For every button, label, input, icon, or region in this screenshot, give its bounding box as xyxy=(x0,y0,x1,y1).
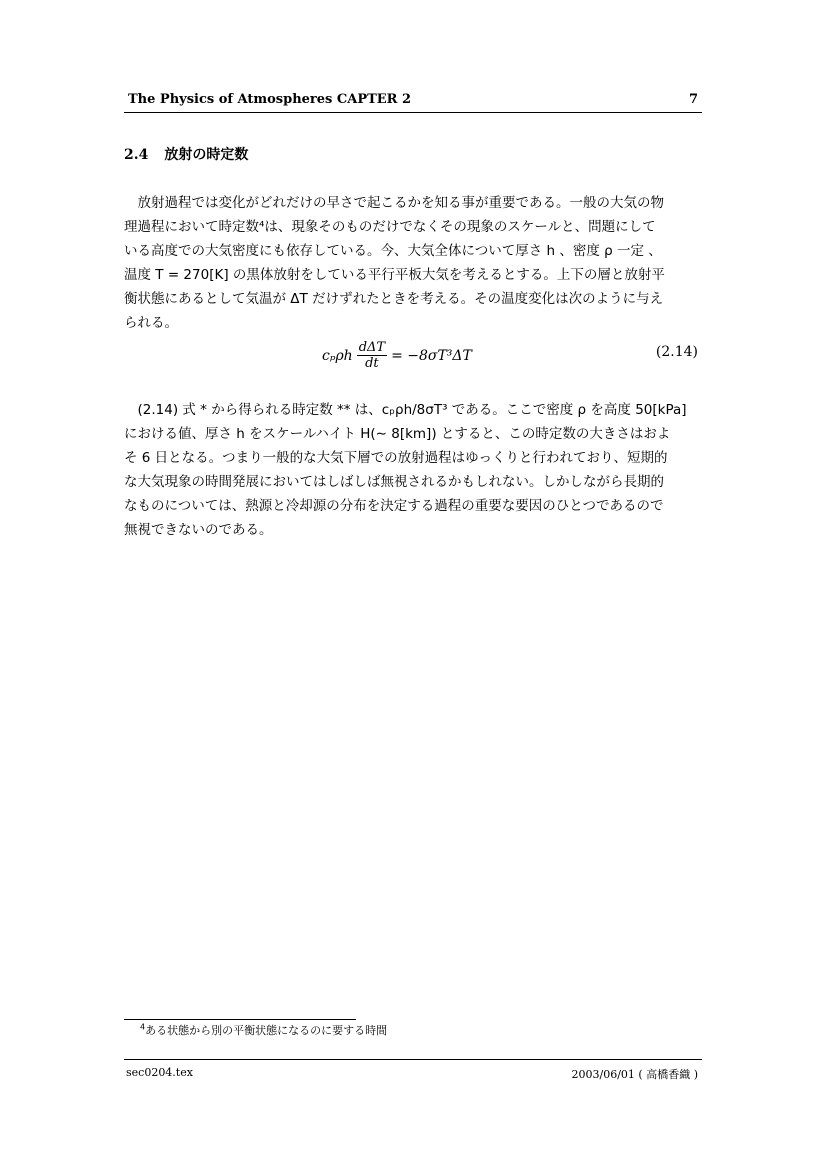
footnote xyxy=(140,1022,387,1038)
footer-filename: sec0204.tex xyxy=(126,1066,193,1079)
paragraph-2 xyxy=(124,398,702,542)
fraction-denominator: dt xyxy=(365,356,379,371)
footnote-marker: 4 xyxy=(140,1022,146,1032)
footnote-rule xyxy=(124,1019,356,1020)
paragraph-line: いる高度での大気密度にも依存している。今、大気全体について厚さ h 、密度 ρ 一定 、 xyxy=(124,243,662,259)
section-heading xyxy=(124,144,248,164)
paragraph-line: (2.14) 式 * から得られる時定数 ** は、cₚρh/8σT³ である。ここで密度 ρ を高度 50[kPa] xyxy=(124,402,687,418)
equation-body xyxy=(322,340,472,371)
paragraph-line: 衡状態にあるとして気温が ΔT だけずれたときを考える。その温度変化は次のように与え xyxy=(124,291,664,307)
section-number: 2.4 xyxy=(124,147,149,163)
paragraph-line: 理過程において時定数⁴は、現象そのものだけでなくその現象のスケールと、問題にして xyxy=(124,219,656,235)
page-header xyxy=(124,90,702,113)
paragraph-line: 無視できないのである。 xyxy=(124,522,273,538)
paragraph-line: な大気現象の時間発展においてはしばしば無視されるかもしれない。しかしながら長期的 xyxy=(124,474,664,490)
paragraph-line: 放射過程では変化がどれだけの早さで起こるかを知る事が重要である。一般の大気の物 xyxy=(124,195,664,211)
paragraph-1 xyxy=(124,191,702,335)
equation-fraction xyxy=(357,340,387,371)
paragraph-line: における値、厚さ h をスケールハイト H(∼ 8[km]) とすると、この時定数の大きさはおよ xyxy=(124,426,671,442)
page-footer xyxy=(124,1059,702,1082)
equation-rhs: = −8σT³ΔT xyxy=(391,347,472,364)
paragraph-line: なものについては、熱源と冷却源の分布を決定する過程の重要な要因のひとつであるので xyxy=(124,498,664,514)
paragraph-line: られる。 xyxy=(124,315,178,331)
paragraph-line: そ 6 日となる。つまり一般的な大気下層での放射過程はゆっくりと行われており、短期的 xyxy=(124,450,668,466)
footnote-text: ある状態から別の平衡状態になるのに要する時間 xyxy=(145,1024,388,1037)
fraction-numerator: dΔT xyxy=(358,340,386,355)
equation-number: (2.14) xyxy=(655,344,698,360)
equation-lhs-prefix: cₚρh xyxy=(322,347,353,364)
running-title: The Physics of Atmospheres CAPTER 2 xyxy=(128,92,412,107)
page-number: 7 xyxy=(688,92,698,107)
footer-date-author: 2003/06/01 ( 高橋香織 ) xyxy=(571,1068,698,1081)
paragraph-line: 温度 T = 270[K] の黒体放射をしている平行平板大気を考えるとする。上下の層と放射平 xyxy=(124,267,665,283)
section-title: 放射の時定数 xyxy=(164,147,249,163)
equation-2-14 xyxy=(124,334,702,374)
